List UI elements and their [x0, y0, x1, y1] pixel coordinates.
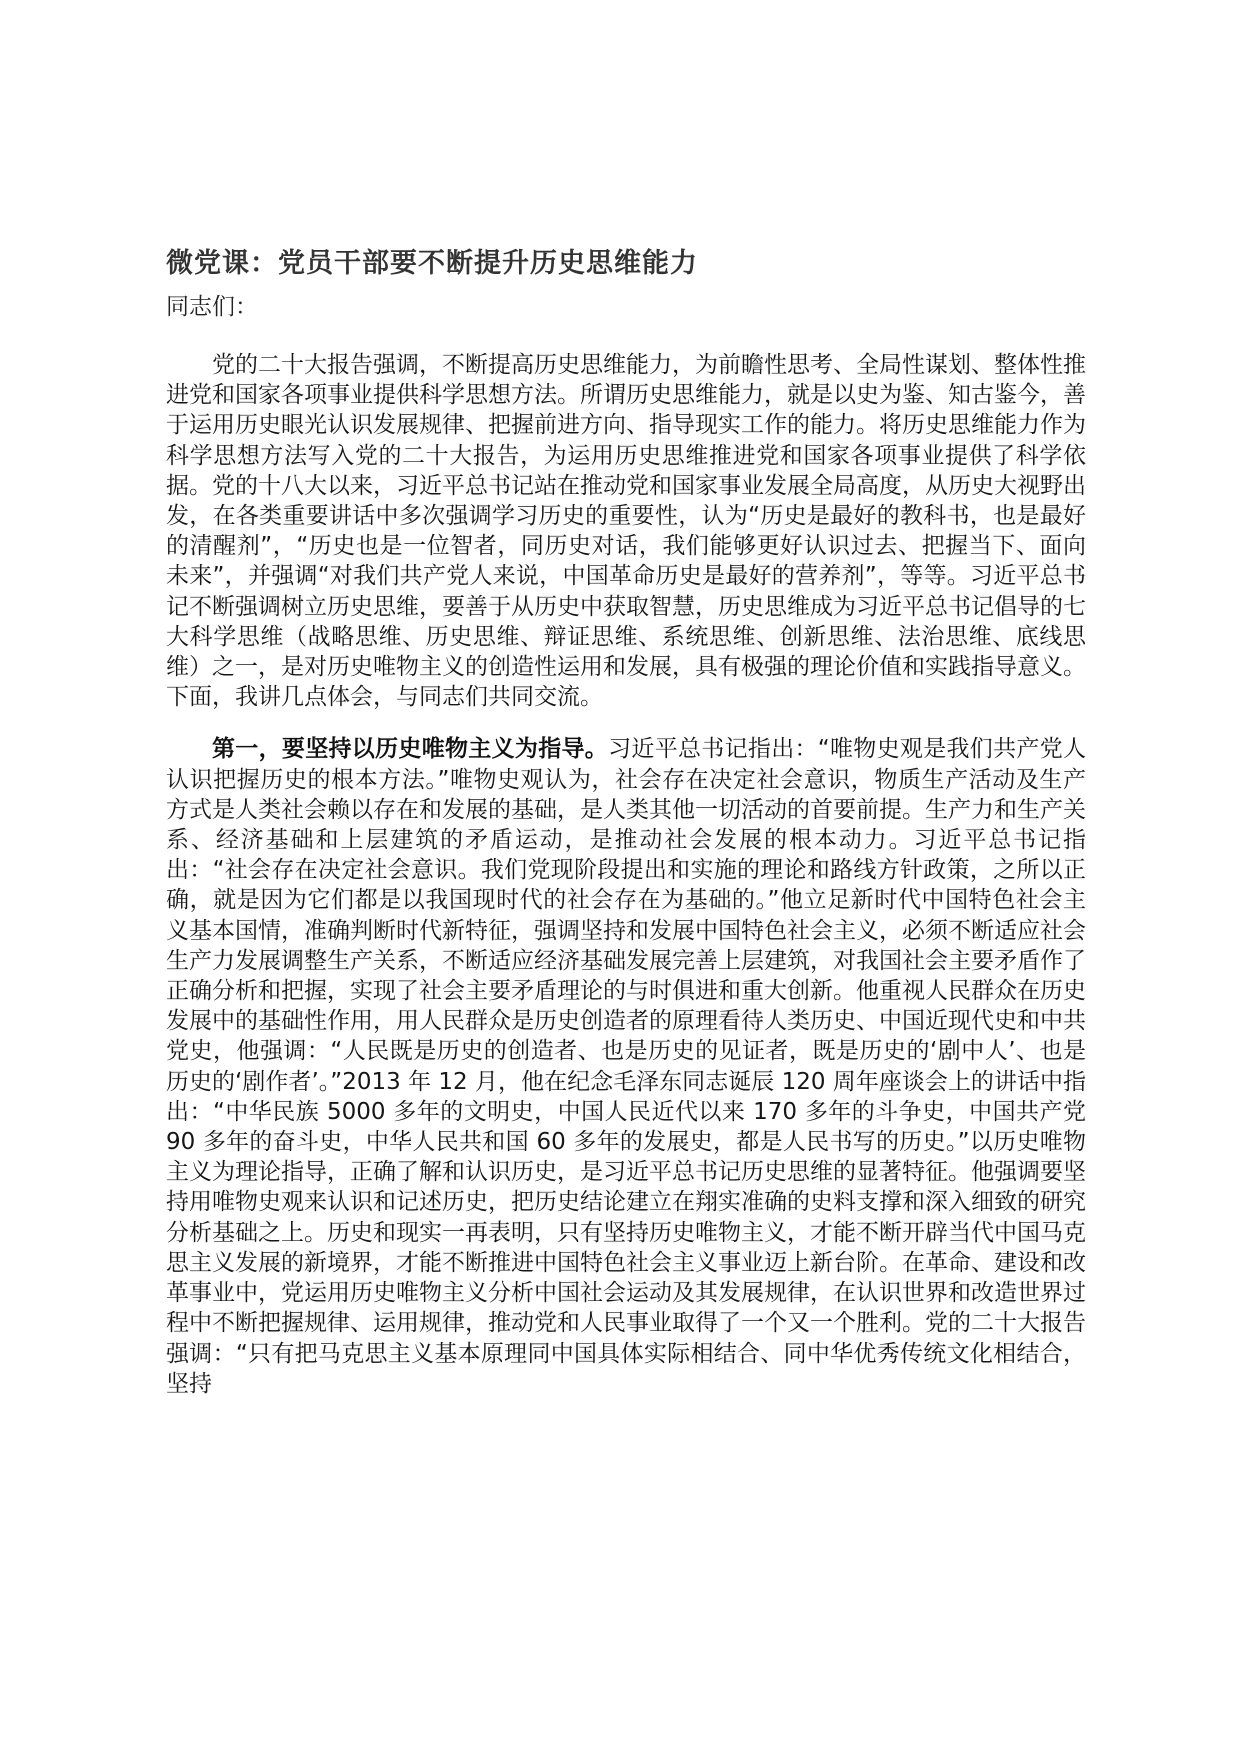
paragraph-text: 党的二十大报告强调，不断提高历史思维能力，为前瞻性思考、全局性谋划、整体性推进党和国家各项事业提供科学思想方法。所谓历史思维能力，就是以史为鉴、知古鉴今，善于运用历史眼光认识发展规律、把握前进方向、指导现实工作的能力。将历史思维能力作为科学思想方法写入党的二十大报告，为运用历史思维推进党和国家各项事业提供了科学依据。党的十八大以来，习近平总书记站在推动党和国家事业发展全局高度，从历史大视野出发，在各类重要讲话中多次强调学习历史的重要性，认为“历史是最好的教科书，也是最好的清醒剂”，“历史也是一位智者，同历史对话，我们能够更好认识过去、把握当下、面向未来”，并强调“对我们共产党人来说，中国革命历史是最好的营养剂”，等等。习近平总书记不断强调树立历史思维，要善于从历史中获取智慧，历史思维成为习近平总书记倡导的七大科学思维（战略思维、历史思维、辩证思维、系统思维、创新思维、法治思维、底线思维）之一，是对历史唯物主义的创造性运用和发展，具有极强的理论价值和实践指导意义。下面，我讲几点体会，与同志们共同交流。: [166, 352, 1086, 711]
page-title: 微党课：党员干部要不断提升历史思维能力: [166, 248, 698, 279]
document-body: [166, 241, 1086, 1399]
paragraph-lead: 第一，要坚持以历史唯物主义为指导。: [212, 736, 609, 763]
greeting: 同志们：: [166, 294, 258, 320]
paragraph-text: 习近平总书记指出：“唯物史观是我们共产党人认识把握历史的根本方法。”唯物史观认为，社会存在决定社会意识，物质生产活动及生产方式是人类社会赖以存在和发展的基础，是人类其他一切活动的首要前提。生产力和生产关系、经济基础和上层建筑的矛盾运动，是推动社会发展的根本动力。习近平总书记指出：“社会存在决定社会意识。我们党现阶段提出和实施的理论和路线方针政策，之所以正确，就是因为它们都是以我国现时代的社会存在为基础的。”他立足新时代中国特色社会主义基本国情，准确判断时代新特征，强调坚持和发展中国特色社会主义，必须不断适应社会生产力发展调整生产关系，不断适应经济基础发展完善上层建筑，对我国社会主要矛盾作了正确分析和把握，实现了社会主要矛盾理论的与时俱进和重大创新。他重视人民群众在历史发展中的基础性作用，用人民群众是历史创造者的原理看待人类历史、中国近现代史和中共党史，他强调：“人民既是历史的创造者、也是历史的见证者，既是历史的‘剧中人’、也是历史的‘剧作者’。”2013 年 12 月，他在纪念毛泽东同志诞辰 120 周年座谈会上的讲话中指出：“中华民族 5000 多年的文明史，中国人民近代以来 170 多年的斗争史，中国共产党 90 多年的奋斗史，中华人民共和国 60 多年的发展史，都是人民书写的历史。”以历史唯物主义为理论指导，正确了解和认识历史，是习近平总书记历史思维的显著特征。他强调要坚持用唯物史观来认识和记述历史，把历史结论建立在翔实准确的史料支撑和深入细致的研究分析基础之上。历史和现实一再表明，只有坚持历史唯物主义，才能不断开辟当代中国马克思主义发展的新境界，才能不断推进中国特色社会主义事业迈上新台阶。在革命、建设和改革事业中，党运用历史唯物主义分析中国社会运动及其发展规律，在认识世界和改造世界过程中不断把握规律、运用规律，推动党和人民事业取得了一个又一个胜利。党的二十大报告强调：“只有把马克思主义基本原理同中国具体实际相结合、同中华优秀传统文化相结合，坚持: [166, 736, 1086, 1397]
body-paragraph: [166, 734, 1086, 1398]
body-paragraph: [166, 350, 1086, 712]
